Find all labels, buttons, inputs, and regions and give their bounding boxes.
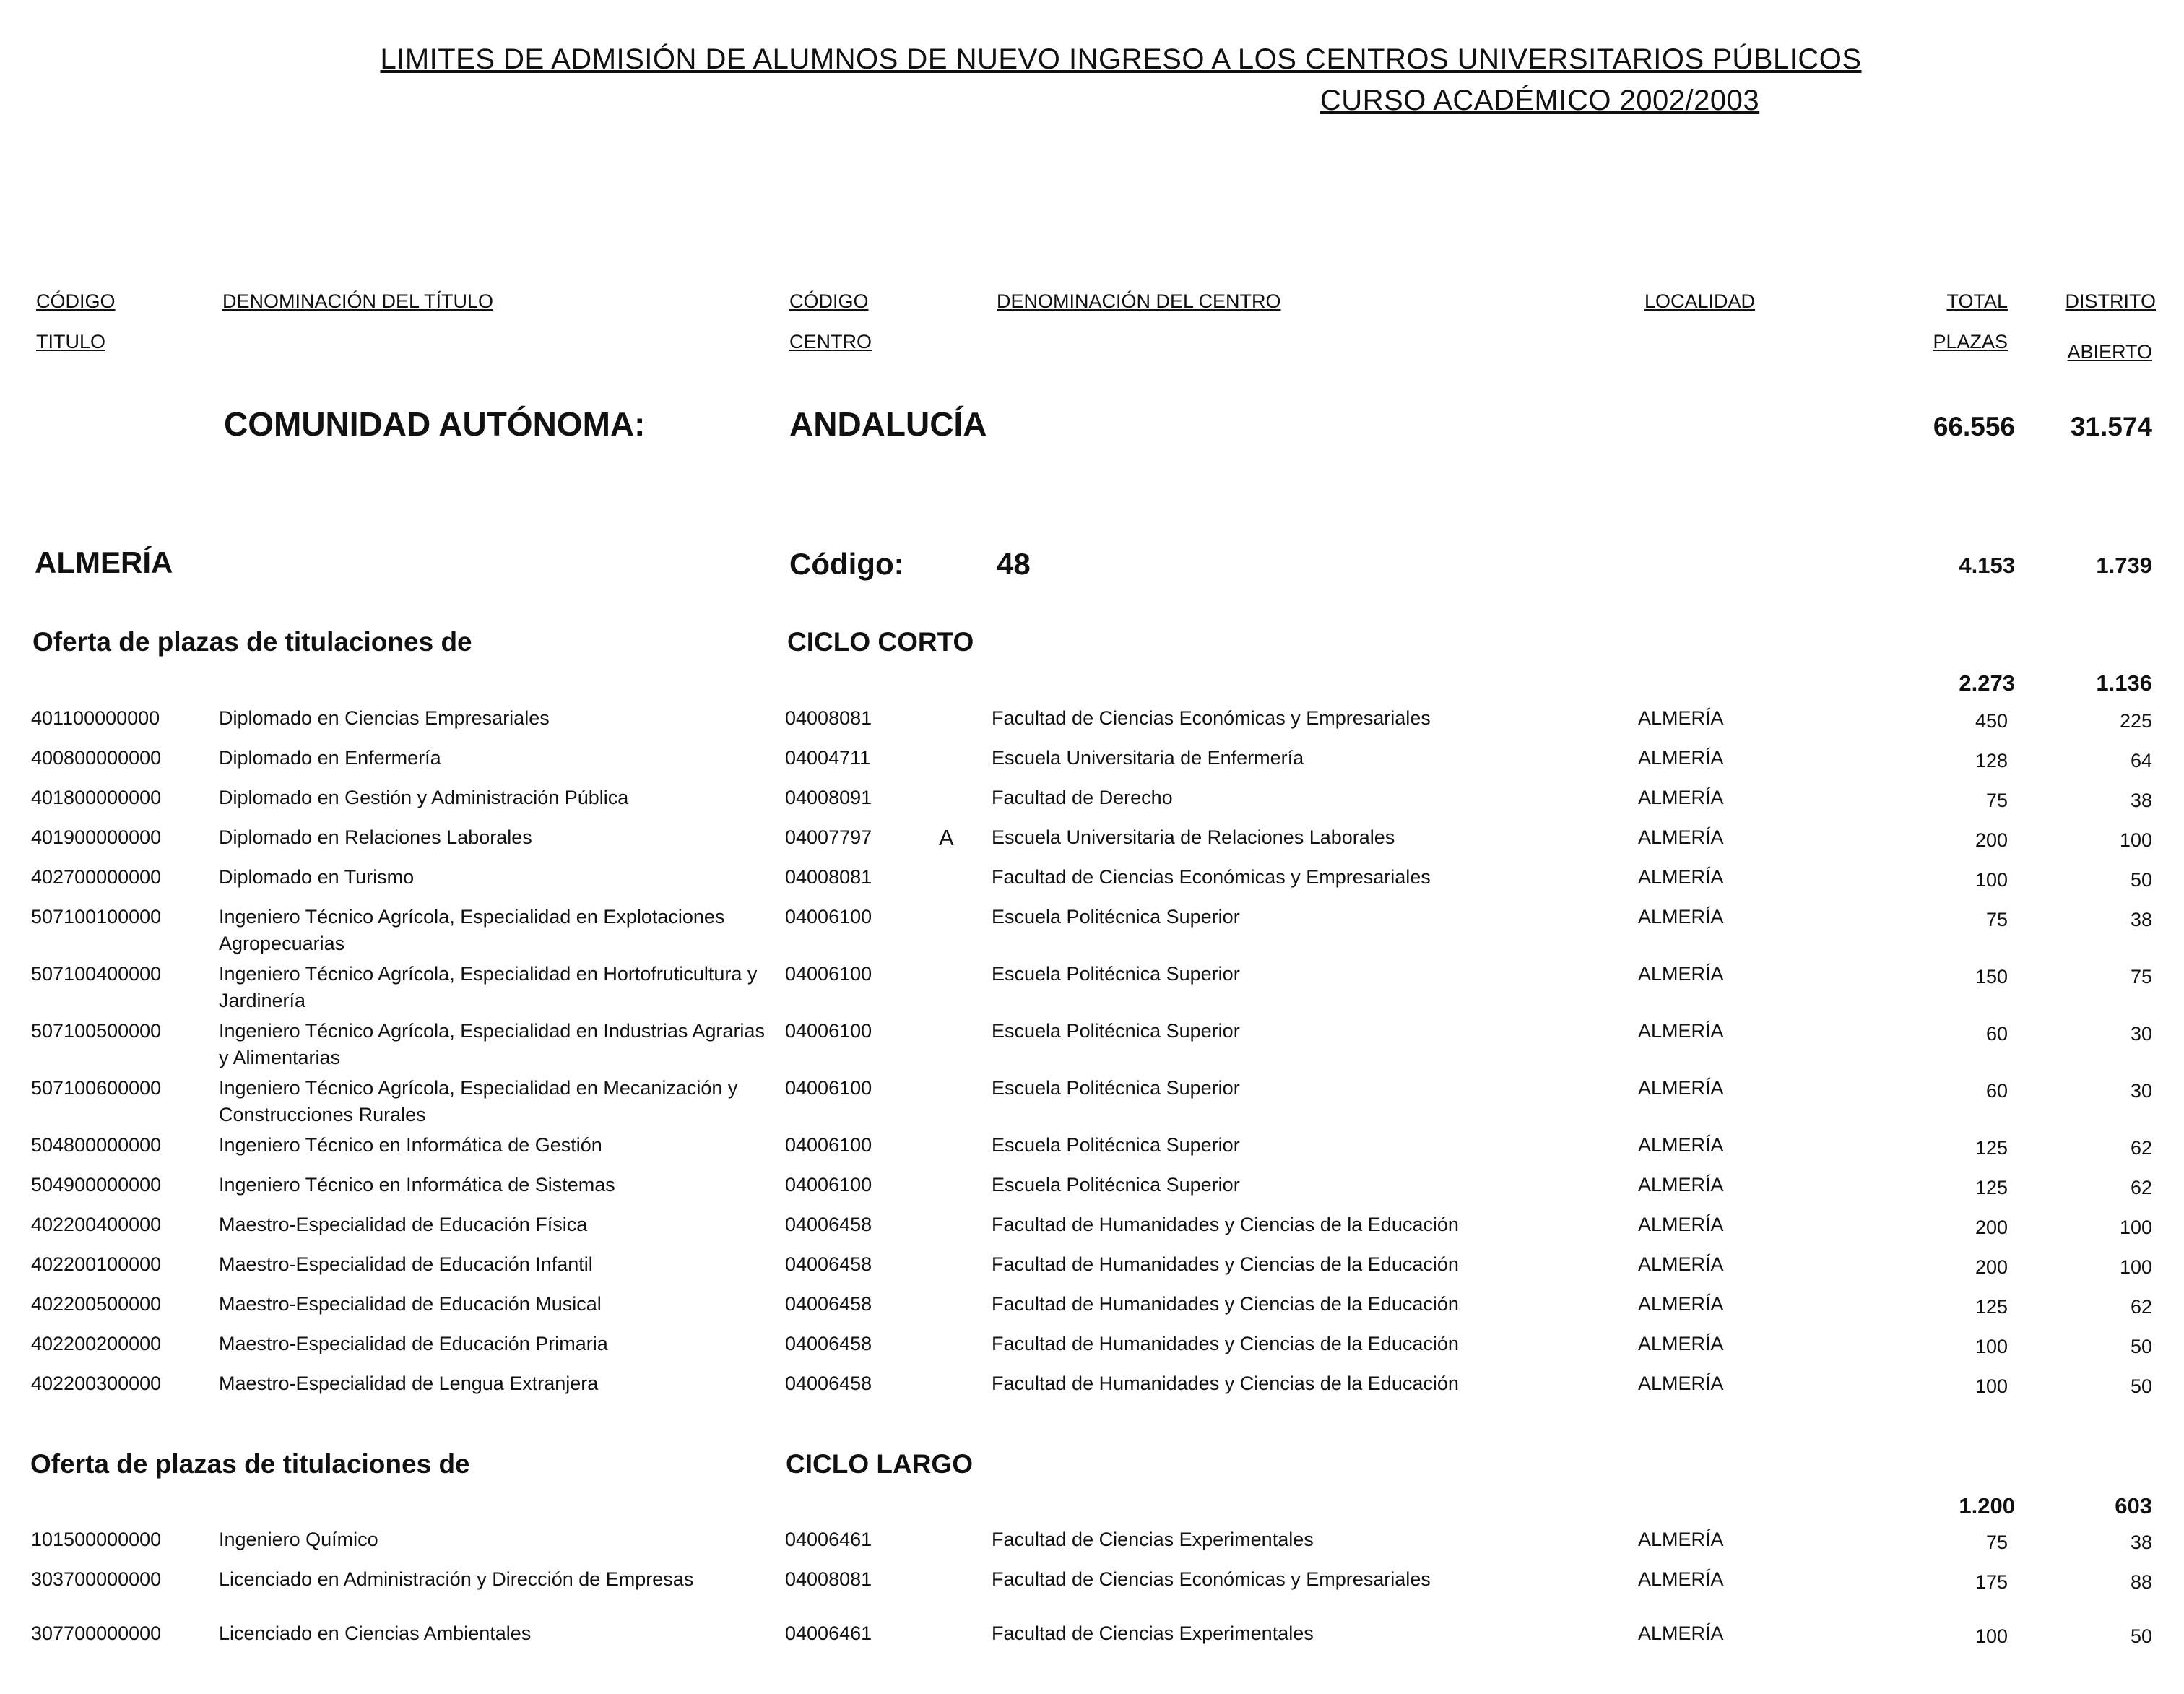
section-ciclo-largo — [0, 1449, 2184, 1490]
universidad-name: ALMERÍA — [35, 545, 173, 579]
row-title: Licenciado en Ciencias Ambientales — [219, 1622, 532, 1644]
table-row — [0, 1566, 2184, 1620]
row-centro-code: 04006458 — [785, 1293, 872, 1315]
row-total-plazas: 60 — [1985, 1023, 2008, 1045]
row-distrito-abierto: 62 — [2130, 1177, 2152, 1198]
table-row — [0, 1211, 2184, 1251]
table-row — [0, 1331, 2184, 1370]
row-localidad: ALMERÍA — [1638, 707, 1724, 729]
row-code: 402200500000 — [31, 1293, 162, 1315]
row-title: Diplomado en Relaciones Laborales — [219, 826, 532, 848]
row-centro-code: 04006100 — [785, 906, 872, 928]
section-cycle: CICLO CORTO — [787, 627, 974, 657]
row-centro: Facultad de Humanidades y Ciencias de la Educación — [992, 1333, 1459, 1354]
row-total-plazas: 125 — [1975, 1296, 2008, 1318]
row-code: 402200200000 — [31, 1333, 162, 1354]
row-distrito-abierto: 50 — [2130, 869, 2152, 891]
row-centro: Facultad de Derecho — [992, 787, 1173, 808]
header-denominacion-titulo: DENOMINACIÓN DEL TÍTULO — [222, 290, 494, 312]
row-title: Diplomado en Turismo — [219, 866, 415, 888]
row-centro-code: 04006458 — [785, 1214, 872, 1235]
row-title: Ingeniero Técnico Agrícola, Especialidad en Mecanización y Construcciones Rurales — [219, 1077, 738, 1125]
row-code: 400800000000 — [31, 747, 162, 769]
table-row — [0, 1018, 2184, 1075]
table-row — [0, 1251, 2184, 1291]
row-distrito-abierto: 38 — [2130, 909, 2152, 930]
row-centro: Escuela Politécnica Superior — [992, 1020, 1240, 1042]
table-row — [0, 1291, 2184, 1331]
row-distrito-abierto: 30 — [2130, 1080, 2152, 1102]
section-label: Oferta de plazas de titulaciones de — [30, 1449, 470, 1479]
row-distrito-abierto: 88 — [2130, 1571, 2152, 1593]
header-total: TOTAL — [1946, 290, 2008, 312]
row-total-plazas: 125 — [1975, 1177, 2008, 1198]
header-codigo: CÓDIGO — [36, 290, 116, 312]
table-row — [0, 705, 2184, 745]
table-row — [0, 745, 2184, 785]
table-row — [0, 785, 2184, 824]
section-subtotal — [0, 670, 2184, 699]
document-title: LIMITES DE ADMISIÓN DE ALUMNOS DE NUEVO INGRESO A LOS CENTROS UNIVERSITARIOS PÚBLICOS — [380, 43, 1862, 75]
row-localidad: ALMERÍA — [1638, 1253, 1724, 1275]
row-localidad: ALMERÍA — [1638, 1077, 1724, 1099]
row-title: Maestro-Especialidad de Lengua Extranjera — [219, 1373, 599, 1394]
row-localidad: ALMERÍA — [1638, 826, 1724, 848]
row-distrito-abierto: 30 — [2130, 1023, 2152, 1045]
row-centro-code: 04006100 — [785, 1077, 872, 1099]
row-total-plazas: 128 — [1975, 750, 2008, 772]
section-ciclo-corto — [0, 627, 2184, 667]
section-cycle: CICLO LARGO — [786, 1449, 973, 1479]
row-code: 507100400000 — [31, 963, 162, 985]
row-centro-code: 04006458 — [785, 1253, 872, 1275]
subtotal-total: 2.273 — [1959, 670, 2015, 696]
row-centro-code: 04006461 — [785, 1622, 872, 1644]
row-centro-code: 04006458 — [785, 1333, 872, 1354]
row-centro-code: 04007797 — [785, 826, 872, 848]
row-centro: Facultad de Ciencias Experimentales — [992, 1529, 1314, 1550]
row-title: Ingeniero Técnico en Informática de Sistemas — [219, 1174, 615, 1196]
header-distrito: DISTRITO — [2065, 290, 2156, 312]
table-ciclo-largo — [0, 1526, 2184, 1660]
row-localidad: ALMERÍA — [1638, 1622, 1724, 1644]
row-title: Maestro-Especialidad de Educación Física — [219, 1214, 588, 1235]
row-centro: Escuela Politécnica Superior — [992, 1077, 1240, 1099]
row-centro: Escuela Politécnica Superior — [992, 906, 1240, 928]
row-localidad: ALMERÍA — [1638, 1529, 1724, 1550]
row-total-plazas: 100 — [1975, 1375, 2008, 1397]
row-total-plazas: 150 — [1975, 966, 2008, 988]
row-centro-code: 04004711 — [785, 747, 871, 769]
row-title: Ingeniero Técnico Agrícola, Especialidad en Industrias Agrarias y Alimentarias — [219, 1020, 765, 1068]
row-centro-code: 04008081 — [785, 866, 872, 888]
row-code: 402200400000 — [31, 1214, 162, 1235]
universidad-codigo: 48 — [997, 547, 1031, 581]
row-distrito-abierto: 50 — [2130, 1336, 2152, 1357]
row-centro: Facultad de Ciencias Económicas y Empresariales — [992, 707, 1431, 729]
row-localidad: ALMERÍA — [1638, 906, 1724, 928]
section-label: Oferta de plazas de titulaciones de — [32, 627, 472, 657]
row-total-plazas: 60 — [1985, 1080, 2008, 1102]
row-total-plazas: 75 — [1985, 790, 2008, 811]
header-abierto: ABIERTO — [2067, 341, 2152, 363]
row-code: 402200300000 — [31, 1373, 162, 1394]
row-total-plazas: 100 — [1975, 869, 2008, 891]
row-title: Ingeniero Técnico Agrícola, Especialidad en Hortofruticultura y Jardinería — [219, 963, 758, 1011]
row-distrito-abierto: 38 — [2130, 790, 2152, 811]
row-mark: A — [939, 825, 954, 850]
row-centro: Escuela Universitaria de Relaciones Laborales — [992, 826, 1395, 848]
table-row — [0, 1620, 2184, 1660]
header-codigo-centro: CÓDIGO — [789, 290, 869, 312]
row-title: Licenciado en Administración y Dirección de Empresas — [219, 1568, 694, 1590]
table-row — [0, 1075, 2184, 1132]
universidad-codigo-label: Código: — [789, 547, 904, 581]
row-localidad: ALMERÍA — [1638, 1333, 1724, 1354]
table-row — [0, 1172, 2184, 1211]
row-code: 401100000000 — [31, 707, 160, 729]
table-row — [0, 864, 2184, 904]
subtotal-distrito: 603 — [2115, 1493, 2152, 1518]
table-row — [0, 1132, 2184, 1172]
row-centro: Facultad de Humanidades y Ciencias de la Educación — [992, 1253, 1459, 1275]
row-centro: Escuela Universitaria de Enfermería — [992, 747, 1304, 769]
row-localidad: ALMERÍA — [1638, 963, 1724, 985]
row-centro-code: 04006100 — [785, 1020, 872, 1042]
row-localidad: ALMERÍA — [1638, 1020, 1724, 1042]
row-total-plazas: 125 — [1975, 1137, 2008, 1159]
universidad-total: 4.153 — [1959, 553, 2015, 578]
row-total-plazas: 100 — [1975, 1336, 2008, 1357]
row-distrito-abierto: 225 — [2119, 710, 2152, 732]
row-code: 504800000000 — [31, 1134, 162, 1156]
row-code: 507100100000 — [31, 906, 162, 928]
row-distrito-abierto: 100 — [2119, 1217, 2152, 1238]
table-ciclo-corto — [0, 705, 2184, 1410]
row-localidad: ALMERÍA — [1638, 1373, 1724, 1394]
row-distrito-abierto: 50 — [2130, 1625, 2152, 1647]
row-total-plazas: 200 — [1975, 1256, 2008, 1278]
row-localidad: ALMERÍA — [1638, 1134, 1724, 1156]
row-distrito-abierto: 62 — [2130, 1137, 2152, 1159]
row-distrito-abierto: 100 — [2119, 1256, 2152, 1278]
row-centro: Facultad de Ciencias Económicas y Empresariales — [992, 1568, 1431, 1590]
row-code: 401800000000 — [31, 787, 162, 808]
row-localidad: ALMERÍA — [1638, 1568, 1724, 1590]
row-title: Ingeniero Técnico Agrícola, Especialidad en Explotaciones Agropecuarias — [219, 906, 725, 954]
row-centro-code: 04006100 — [785, 1174, 872, 1196]
row-localidad: ALMERÍA — [1638, 747, 1724, 769]
subtotal-total: 1.200 — [1959, 1493, 2015, 1518]
header-denominacion-centro: DENOMINACIÓN DEL CENTRO — [997, 290, 1281, 312]
row-title: Maestro-Especialidad de Educación Musical — [219, 1293, 602, 1315]
row-localidad: ALMERÍA — [1638, 1293, 1724, 1315]
table-row — [0, 824, 2184, 864]
row-title: Diplomado en Enfermería — [219, 747, 441, 769]
universidad-distrito: 1.739 — [2096, 553, 2152, 578]
row-centro: Facultad de Humanidades y Ciencias de la Educación — [992, 1373, 1459, 1394]
row-title: Maestro-Especialidad de Educación Primaria — [219, 1333, 608, 1354]
row-centro-code: 04006100 — [785, 963, 872, 985]
row-total-plazas: 75 — [1985, 1531, 2008, 1553]
row-total-plazas: 200 — [1975, 829, 2008, 851]
row-code: 504900000000 — [31, 1174, 162, 1196]
row-total-plazas: 200 — [1975, 1217, 2008, 1238]
row-centro: Facultad de Humanidades y Ciencias de la Educación — [992, 1293, 1459, 1315]
row-distrito-abierto: 100 — [2119, 829, 2152, 851]
row-code: 507100500000 — [31, 1020, 162, 1042]
section-subtotal — [0, 1493, 2184, 1522]
row-centro: Facultad de Ciencias Económicas y Empresariales — [992, 866, 1431, 888]
table-row — [0, 904, 2184, 961]
row-title: Ingeniero Técnico en Informática de Gestión — [219, 1134, 602, 1156]
row-code: 402700000000 — [31, 866, 162, 888]
comunidad-total: 66.556 — [1933, 412, 2015, 441]
row-code: 401900000000 — [31, 826, 162, 848]
row-localidad: ALMERÍA — [1638, 1214, 1724, 1235]
row-centro-code: 04008081 — [785, 1568, 872, 1590]
row-centro: Escuela Politécnica Superior — [992, 963, 1240, 985]
row-distrito-abierto: 50 — [2130, 1375, 2152, 1397]
table-row — [0, 1370, 2184, 1410]
row-distrito-abierto: 38 — [2130, 1531, 2152, 1553]
row-centro-code: 04006461 — [785, 1529, 872, 1550]
document-subtitle: CURSO ACADÉMICO 2002/2003 — [1320, 85, 1760, 116]
row-total-plazas: 75 — [1985, 909, 2008, 930]
row-centro-code: 04006100 — [785, 1134, 872, 1156]
row-total-plazas: 100 — [1975, 1625, 2008, 1647]
row-total-plazas: 450 — [1975, 710, 2008, 732]
row-title: Diplomado en Ciencias Empresariales — [219, 707, 550, 729]
row-centro-code: 04008081 — [785, 707, 872, 729]
header-centro: CENTRO — [789, 331, 872, 353]
comunidad-name: ANDALUCÍA — [789, 405, 987, 443]
row-total-plazas: 175 — [1975, 1571, 2008, 1593]
row-code: 507100600000 — [31, 1077, 162, 1099]
row-localidad: ALMERÍA — [1638, 866, 1724, 888]
row-title: Ingeniero Químico — [219, 1529, 378, 1550]
header-plazas: PLAZAS — [1933, 331, 2008, 353]
row-distrito-abierto: 64 — [2130, 750, 2152, 772]
comunidad-label: COMUNIDAD AUTÓNOMA: — [224, 405, 646, 443]
subtotal-distrito: 1.136 — [2096, 670, 2152, 696]
row-centro: Facultad de Ciencias Experimentales — [992, 1622, 1314, 1644]
row-centro: Escuela Politécnica Superior — [992, 1134, 1240, 1156]
row-title: Diplomado en Gestión y Administración Pública — [219, 787, 629, 808]
header-titulo: TITULO — [36, 331, 106, 353]
row-title: Maestro-Especialidad de Educación Infantil — [219, 1253, 593, 1275]
table-row — [0, 1526, 2184, 1566]
row-localidad: ALMERÍA — [1638, 1174, 1724, 1196]
row-distrito-abierto: 75 — [2130, 966, 2152, 988]
header-localidad: LOCALIDAD — [1644, 290, 1756, 312]
row-code: 303700000000 — [31, 1568, 162, 1590]
row-centro: Escuela Politécnica Superior — [992, 1174, 1240, 1196]
row-code: 101500000000 — [31, 1529, 162, 1550]
row-distrito-abierto: 62 — [2130, 1296, 2152, 1318]
comunidad-distrito: 31.574 — [2070, 412, 2152, 441]
table-row — [0, 961, 2184, 1018]
row-code: 307700000000 — [31, 1622, 162, 1644]
row-code: 402200100000 — [31, 1253, 162, 1275]
row-centro-code: 04008091 — [785, 787, 872, 808]
row-localidad: ALMERÍA — [1638, 787, 1724, 808]
row-centro-code: 04006458 — [785, 1373, 872, 1394]
row-centro: Facultad de Humanidades y Ciencias de la Educación — [992, 1214, 1459, 1235]
